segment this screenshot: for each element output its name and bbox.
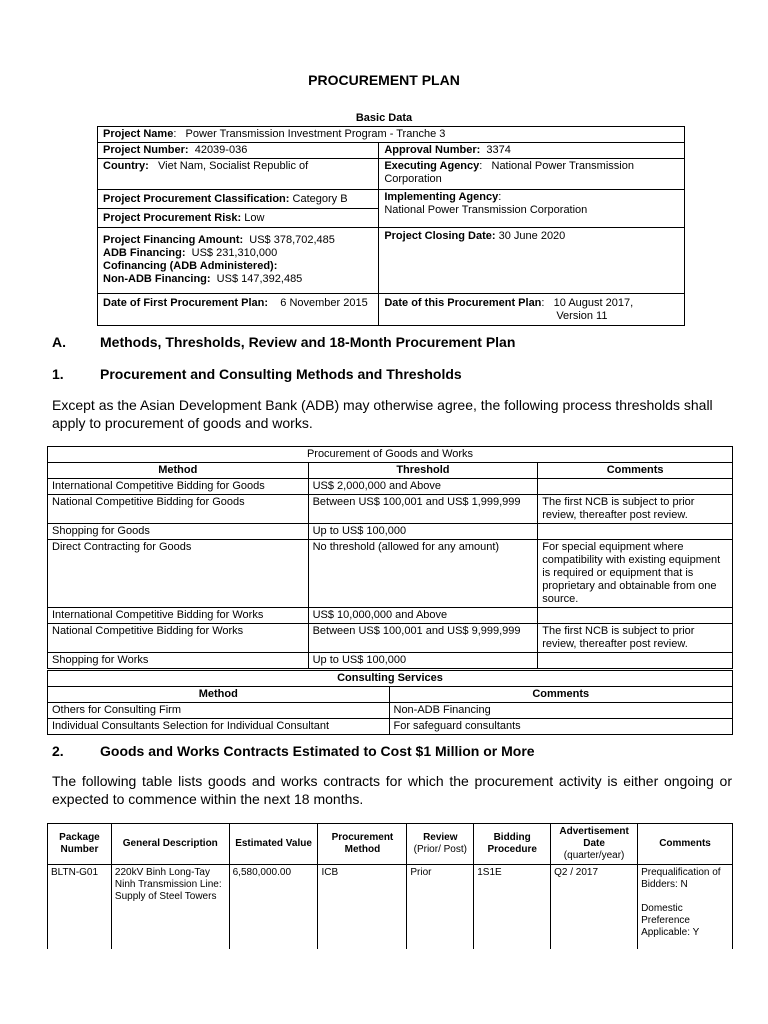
comments-cell bbox=[538, 653, 733, 669]
comments-cell: Prequalification of Bidders: N Domestic Preference Applicable: Y bbox=[638, 865, 733, 949]
comments-cell: The first NCB is subject to prior review, thereafter post review. bbox=[538, 624, 733, 653]
contracts-paragraph: The following table lists goods and works contracts for which the procurement activity is either ongoing or expected to commence within the next 18 months. bbox=[52, 773, 732, 807]
consulting-services-table bbox=[47, 670, 733, 735]
header-procurement-method: Procurement Method bbox=[318, 824, 407, 865]
goods-works-header-threshold: Threshold bbox=[308, 463, 538, 479]
basic-data-table bbox=[97, 126, 685, 326]
goods-works-header-method: Method bbox=[48, 463, 309, 479]
bidding-procedure-cell: 1S1E bbox=[474, 865, 551, 949]
goods-works-caption: Procurement of Goods and Works bbox=[48, 447, 733, 463]
country-cell: Country: Viet Nam, Socialist Republic of bbox=[98, 159, 379, 190]
comments-cell bbox=[538, 479, 733, 495]
threshold-cell: No threshold (allowed for any amount) bbox=[308, 540, 538, 608]
method-cell: Shopping for Goods bbox=[48, 524, 309, 540]
threshold-cell: US$ 10,000,000 and Above bbox=[308, 608, 538, 624]
method-cell: Shopping for Works bbox=[48, 653, 309, 669]
table-row bbox=[48, 865, 733, 949]
comments-cell: Non-ADB Financing bbox=[389, 703, 733, 719]
header-advertisement-date: Advertisement Date (quarter/year) bbox=[551, 824, 638, 865]
goods-works-table bbox=[47, 446, 733, 669]
method-cell: Direct Contracting for Goods bbox=[48, 540, 309, 608]
first-plan-date-cell: Date of First Procurement Plan: 6 November 2015 bbox=[98, 294, 379, 326]
description-cell: 220kV Binh Long-Tay Ninh Transmission Line: Supply of Steel Towers bbox=[111, 865, 229, 949]
financing-cell: Project Financing Amount: US$ 378,702,485 ADB Financing: US$ 231,310,000 Cofinancing (ADB Administered): Non-ADB Financing: US$ 147,392,485 bbox=[98, 228, 379, 294]
section-a-title: Methods, Thresholds, Review and 18-Month Procurement Plan bbox=[100, 334, 516, 350]
table-row bbox=[48, 703, 733, 719]
project-number-cell: Project Number: 42039-036 bbox=[98, 143, 379, 159]
table-row bbox=[48, 540, 733, 608]
method-cell: Others for Consulting Firm bbox=[48, 703, 390, 719]
method-cell: International Competitive Bidding for Goods bbox=[48, 479, 309, 495]
comments-cell: For special equipment where compatibility with existing equipment is required or equipment that is proprietary and obtainable from one source. bbox=[538, 540, 733, 608]
header-package-number: Package Number bbox=[48, 824, 112, 865]
consulting-caption: Consulting Services bbox=[48, 671, 733, 687]
table-row bbox=[48, 624, 733, 653]
section-1-title: Procurement and Consulting Methods and Thresholds bbox=[100, 366, 462, 382]
header-review: Review (Prior/ Post) bbox=[407, 824, 474, 865]
header-estimated-value: Estimated Value bbox=[229, 824, 318, 865]
section-2-title: Goods and Works Contracts Estimated to Cost $1 Million or More bbox=[100, 743, 535, 759]
implementing-agency-cell: Implementing Agency: National Power Transmission Corporation bbox=[379, 190, 685, 228]
comments-cell bbox=[538, 608, 733, 624]
method-cell: National Competitive Bidding for Works bbox=[48, 624, 309, 653]
threshold-cell: Between US$ 100,001 and US$ 9,999,999 bbox=[308, 624, 538, 653]
estimated-value-cell: 6,580,000.00 bbox=[229, 865, 318, 949]
threshold-cell: Up to US$ 100,000 bbox=[308, 524, 538, 540]
table-row bbox=[48, 479, 733, 495]
classification-cell: Project Procurement Classification: Category B bbox=[98, 190, 379, 209]
table-row bbox=[48, 608, 733, 624]
comments-cell: For safeguard consultants bbox=[389, 719, 733, 735]
method-cell: International Competitive Bidding for Works bbox=[48, 608, 309, 624]
risk-cell: Project Procurement Risk: Low bbox=[98, 209, 379, 228]
section-1-number: 1. bbox=[52, 366, 64, 382]
approval-number-cell: Approval Number: 3374 bbox=[379, 143, 685, 159]
table-row bbox=[48, 524, 733, 540]
goods-works-header-comments: Comments bbox=[538, 463, 733, 479]
table-row bbox=[48, 495, 733, 524]
table-row bbox=[48, 719, 733, 735]
consulting-header-method: Method bbox=[48, 687, 390, 703]
header-general-description: General Description bbox=[111, 824, 229, 865]
comments-cell bbox=[538, 524, 733, 540]
document-title: PROCUREMENT PLAN bbox=[308, 72, 460, 88]
method-cell: Individual Consultants Selection for Individual Consultant bbox=[48, 719, 390, 735]
this-plan-date-cell: Date of this Procurement Plan: 10 August 2017, Version 11 bbox=[379, 294, 685, 326]
table-row bbox=[48, 653, 733, 669]
closing-date-cell: Project Closing Date: 30 June 2020 bbox=[379, 228, 685, 294]
threshold-cell: Up to US$ 100,000 bbox=[308, 653, 538, 669]
header-comments: Comments bbox=[638, 824, 733, 865]
package-number-cell: BLTN-G01 bbox=[48, 865, 112, 949]
comments-cell: The first NCB is subject to prior review, thereafter post review. bbox=[538, 495, 733, 524]
procurement-method-cell: ICB bbox=[318, 865, 407, 949]
threshold-cell: US$ 2,000,000 and Above bbox=[308, 479, 538, 495]
executing-agency-cell: Executing Agency: National Power Transmission Corporation bbox=[379, 159, 685, 190]
header-bidding-procedure: Bidding Procedure bbox=[474, 824, 551, 865]
contracts-table bbox=[47, 823, 733, 949]
section-a-letter: A. bbox=[52, 334, 66, 350]
basic-data-caption: Basic Data bbox=[355, 112, 413, 124]
review-cell: Prior bbox=[407, 865, 474, 949]
thresholds-paragraph: Except as the Asian Development Bank (ADB) may otherwise agree, the following process thresholds shall apply to procurement of goods and works. bbox=[52, 397, 713, 431]
method-cell: National Competitive Bidding for Goods bbox=[48, 495, 309, 524]
advertisement-date-cell: Q2 / 2017 bbox=[551, 865, 638, 949]
threshold-cell: Between US$ 100,001 and US$ 1,999,999 bbox=[308, 495, 538, 524]
section-2-number: 2. bbox=[52, 743, 64, 759]
consulting-header-comments: Comments bbox=[389, 687, 733, 703]
project-name-cell: Project Name: Power Transmission Investment Program - Tranche 3 bbox=[98, 127, 685, 143]
